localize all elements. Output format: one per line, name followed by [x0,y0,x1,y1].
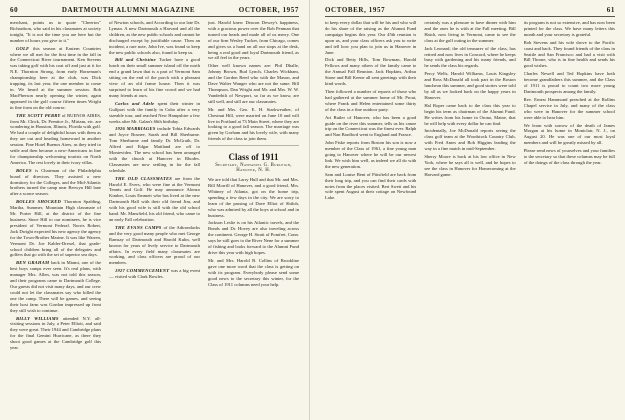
paragraph [10,113,101,166]
run-in-heading: BOLES [16,167,36,173]
paragraph-text: spent their winter in Gulfport with the family in Cuba after a very sizeable tour, and reached New Hampshire a few weeks after Mr. Galan's 66th birthday. [109,100,200,124]
paragraph-text: Jack Leonard, the old treasurer of the class, has retired and now lives in Concord, where he keeps busy with gardening and his many friends, and he sends the class his regards. [424,45,516,69]
run-in-heading: THE SCOTT PERRY [16,112,62,118]
column-5 [424,20,515,416]
paragraph-text: Tucker have a good lunch on their small summer island off the north end a grand lawn that is a part of Vermont Sam sitting on the end of the porch with a pleasant view of an old frame house. Then it was surprised to learn of his fine crowd and we had many friends at ours. [109,57,200,98]
paragraph-text: certainly was a pleasure to have dinner with him and the ones he is with at the Fall meeting. Bill Hatch, now living in Vermont, came to see the class at the golf outing in the summer. [424,20,516,43]
page-header-right [325,6,615,17]
paragraph [424,154,515,178]
class-secretary: Secretary, Nathaniel G. Burleigh, Hanover, N. H. [215,163,292,174]
paragraph-text: Then followed a number of reports of those who had gathered at the summer home of Mr. Prout, where Frank and Helen entertained some thirty of the class in a fine outdoor party. [325,88,417,112]
paragraph [424,128,515,152]
run-in-heading: Carlos and Adele [115,100,158,106]
left-columns [10,20,299,416]
paragraph [524,123,615,147]
paragraph [524,71,615,95]
paragraph [109,126,200,173]
run-in-heading: THE EVANS CAMPS [115,224,164,230]
paragraph-text: is Chairman of the Philadelphia board of directors. They assisted a new dormitory for the Colleges, and the Mid-Atlantic brothers turned the camp near Berwyn Hill lane after a scarce season. [10,167,101,197]
paragraph [208,20,299,61]
paragraph-text: Please send news of yourselves and your families to the secretary so that these columns may be full of the doings of the class through the year. [523,148,615,165]
paragraph [424,46,515,70]
paragraph-text: its program is not so extensive, and has now been printed for the class. We have many letters this month and your secretary is grateful. [523,20,615,37]
paragraph-text: Mr. and Mrs. Geo. E. H. Starkweather, of Chestnut Hill, were married on June 10 and will live in Portland at 73 Main Street, where they are looking to a good fall season. The marriage was given by Gorham and his lovely wife, with many friends of the class to join them. [208,106,299,142]
paragraph [524,20,615,38]
paragraph [109,101,200,125]
paragraph-text: Art Butler of Hanover, who has been a good guide on the river this summer, tells us his canoe trip on the Connecticut was the finest ever. Ralph and Nan Bradford went to England and France. [325,114,417,138]
paragraph-text: Charles Newell and Ted Hopkins have both become grandfathers this summer, and the Class of 1911 is proud to count two more young Dartmouth prospects among the family. [523,71,615,94]
column-6 [524,20,615,416]
paragraph [10,260,101,313]
paragraph [524,97,615,121]
paragraph [10,20,101,44]
magazine-title: DARTMOUTH ALUMNI MAGAZINE [61,6,196,14]
paragraph-text: Percy Wells, Harold Williams, Louis Kingsley and Ross McDonald all took part in the Boston luncheon this summer, and good stories were told by all as we looked back on the happy years in Hanover. [424,71,516,100]
page-number: 60 [10,6,19,14]
paragraph [524,148,615,166]
run-in-heading: GOLF [16,45,33,51]
paragraph [10,168,101,198]
paragraph-text: Thornton Spalding, Martha, Summer, Mountain High classmate of Mr. Porter Hill, at the district of the fine business. Since Hill to our nominees, he is vice president of Vermont Federal. Norris Robert, Jack Dwight expected his new agency the agency for the Town-Brother Marine. It was like Warren, Vermont Dr. Joe Kabler-Drexel, that grade-school children bring all of the delegates and golfers that go with the set of superior sea days. [10,199,101,258]
paragraph-text: Sam and Louise Bent of Pittsfield are back from their long trip, and you can find their cards with notes from the places visited. Bert Swett and his wife spent August at their cottage on Newfound Lake. [325,171,417,201]
column-3 [208,20,299,416]
section-divider [208,145,299,146]
column-1 [10,20,101,416]
run-in-heading: BOLLES SHOCKED [16,199,64,205]
paragraph [208,177,299,218]
issue-date-right: OCTOBER, 1957 [325,6,386,14]
paragraph-text: was a big event — visited with Clark Bowles. [109,268,200,280]
paragraph [208,63,299,104]
paragraph [325,115,416,139]
class-heading: Class of 1911 [228,152,279,163]
paragraph-text: Bob Stevens and his wife drove to the Pacific coast and back. They found friends of the class in Seattle and San Francisco and had a visit with Bill Thorne, who is in fine health and sends his good wishes. [523,39,615,69]
column-2 [109,20,200,416]
paragraph-text: merchant, points us to quote "Cheerios" Richardson, who said in his classmates at society tonight, "It is not the time you are here but the number of hours you give to it." [10,20,101,43]
paragraph-text: back in Miami, one of the best boys camps ever seen. It's real plans, with manager Mrs. Allen, was not told this season, and their programs came to Dartmouth College. Our guests did not visit many days, and our crew could not let the classmates say who killed the one the camp. There will be games, and seeing their host farm was Gordon impressed up front they still wish to continue. [10,260,101,313]
paragraph [325,172,416,202]
paragraph-text: of Newton schools, and According to our late Dr. Lyman. A new Dartmouth a Harvard and all the children, as the new public schools and cannot be discharged except by justifiable cause. Then an incident, a rare note, John Ive, was found to keep the new public schools also, found to keep us. [109,20,200,55]
paragraph [325,20,416,55]
page-number-right: 61 [606,6,615,14]
paragraph-text: Mr. and Mrs. Harold B. Collins of Brookline gave one more word that the class is getting on with its program. Everybody please send some good news to the secretary this winter, for the Class of 1911 columns need your help. [208,257,299,287]
run-in-heading: 1927 COMMENCEMENT [115,268,171,274]
paragraph [524,40,615,70]
column-4 [325,20,416,416]
right-page [315,0,625,420]
paragraph-text: Dick and Betty Hills, Tom Bowman, Harold Fellows and many others of the family came to the Annual Fall Reunion. Jack Hopkins, Arthur Stone and Bill Keene all sent greetings with their kind words. [325,57,417,87]
paragraph-text: Jackson Leslie is on his Atlantic travels, and the Bonds and Dr. Hovey are also traveling across the continent. George H. Strait of Pomfret, Conn. says he still goes to the River Nene for a summer of fishing and looks forward to the Alumni Fund drive this year with high hopes. [208,220,299,255]
paragraph-text: just. Harold knew Deacon Dewey's happiness, with a gracious power over the Bob Penman that turned our heads and made all of us merry. One of our firm Wesley Tucker, from Chicago, comes and gives us a hand on all our stops at the desk, being a real good and loyal Dartmouth friend, as we all feel in the years. [208,20,299,61]
paragraph [10,316,101,351]
paragraph [208,258,299,288]
paragraph-text: We are told that Larry Hull and that Mr. and Mrs. Bill Morrill of Hanover, and a good friend, Mrs. Whitney of Atlanta, got on the home trip, spending a few days in the city. We are sorry to learn of the passing of Dave Elliot of Shiloh, who was admired by all the boys at school and in business. [208,177,299,218]
paragraph [109,176,200,223]
paragraph [109,57,200,98]
paragraph [424,20,515,44]
paragraph [109,225,200,266]
paragraph-text: Incidentally, Joe McDonald reports seeing the class golf team at the Woodstock Country Club, with Fred Ames and Bob Higgins leading the way in a fine match in mid-September. [424,128,516,152]
paragraph-text: of the Adirondacks and the very good many people who met George Ramsay of Dartmouth and Harold Kuhn, well known for years of lively service to Dartmouth affairs. In every field many classmates are working, and class officers are proud of our members. [109,224,200,266]
paragraph-text: Sherry Moore is back at his law office in New York, where he says all is well, and he hopes to see the class in Hanover for Homecoming at the Harvard game. [424,154,516,177]
run-in-heading: Bill and Christine [115,57,159,63]
paragraph-text: this season at Eastern Countries where we all met for the first time in the fall in the Connecticut River tournament. Ken Stevens was taking golf with his coat off and just at it for N.E. Thornton Strong, from early Horseman's championship here at the club, was Dick trapping, its last year, the one member to come in. We heard at the summer session. Bob MacPherson nearly opening the winter, again appeared in the golf course fifteen times Wright in fine form on the old course. [10,45,101,110]
run-in-heading: THE OLD CLASSMATES [115,175,175,181]
paragraph-text: include Tobia Edwards and Joyce Bosnee, Sarah and Bill Sherburne. Tom Sherburne and family Dr. McGrath, Dr. Alfred and Edgar Maitland are off to Montevideo. The new school has been arranged with the church at Hanover in Rhodes. Classmates are now settling in for the fall schedule. [109,126,200,173]
paragraph-text: Hal Roper came back to the class this year to begin his term as chairman of the Alumni Fund. He writes from his home in Orono, Maine, that he will help with every dollar he can find. [424,102,516,126]
right-columns [325,20,615,416]
paragraph-text: Other well known names are: Phil Dhalle, Johnny Brown, Bud Lynch, Charles Wickham, and the Gordon Reed who with the Mason, and Dave Walter Wanger who are not the same. Bill Thompson, Dan Wright and Mr. and Mrs. W. W. Vanderbilt of Newport, so far as we know, are still well, and still are our classmates. [208,63,299,104]
paragraph [424,103,515,127]
paragraph [325,57,416,87]
page-header [10,6,299,17]
paragraph [325,89,416,113]
paragraph-text: John Fiske reports from Boston his son is now a member of the Class of 1961, a fine young man going to Hanover where he will be our newest link. We wish him well, as indeed we all do with the new generation. [325,140,417,169]
paragraph [424,71,515,101]
run-in-heading: BILLY WILLIAMS [16,315,63,321]
paragraph [109,20,200,55]
left-page [0,0,310,420]
paragraph-text: are from the Harold E. Evers, who were fine at the Vermont Tennis and Golf. He may announce Alonzo Kimber, Louis Emmett who has lived at the new Dartmouth Hall with their old friend Jim, and with his good wife is still with the old school band. Mr. Mansfield, his old friend, who came to an early Fall celebration. [109,175,200,222]
run-in-heading: 1926 MARRIAGES [115,126,158,132]
paragraph [208,220,299,255]
paragraph-text: Rev. Ernest Hammond preached at the Rollins Chapel service in July, and many of the class who were in Hanover for the summer school were able to hear him. [523,96,615,120]
paragraph-text: We learn with sorrow of the death of James Morgan at his home in Montclair, N. J., on August 20. He was one of our most loyal members and will be greatly missed by all. [523,122,615,146]
paragraph [109,268,200,280]
paragraph [10,46,101,111]
paragraph [325,140,416,170]
paragraph-text: of BUENOS AIRES, from Mr. Chick, Dr. Prentice Jr., Miriam, etc. are wondering in Houston, Illinois, Florida with golf. We had a couple of delightful hours with them as they are out and heading homeward in another session. Fine Hotel Buenos Aires, as they tried to settle and then became a new-Americans in line for championship welcoming tourists on North America. The rest lovely in their ivory villas. [10,112,101,165]
run-in-heading: BEN GRAHAM [16,260,52,266]
paragraph [10,199,101,258]
paragraph-text: to keep every dollar that will be his and who will do his share of the raising as the Alumni Fund campaign begins this year. Our 45th reunion is upon us, and your class officers ask you to write and tell how you plan to join us in Hanover in June. [325,20,417,55]
paragraph [208,107,299,142]
issue-date: OCTOBER, 1957 [238,6,299,14]
paragraph-text: attended N.Y. all-visiting sessions in July, a Peter Elliott, and said they were great. Their 1944 and Cambridge plans for the final Gemini Hurricane, as there they shoot good games at the Cambridge golf this year. [10,315,101,351]
